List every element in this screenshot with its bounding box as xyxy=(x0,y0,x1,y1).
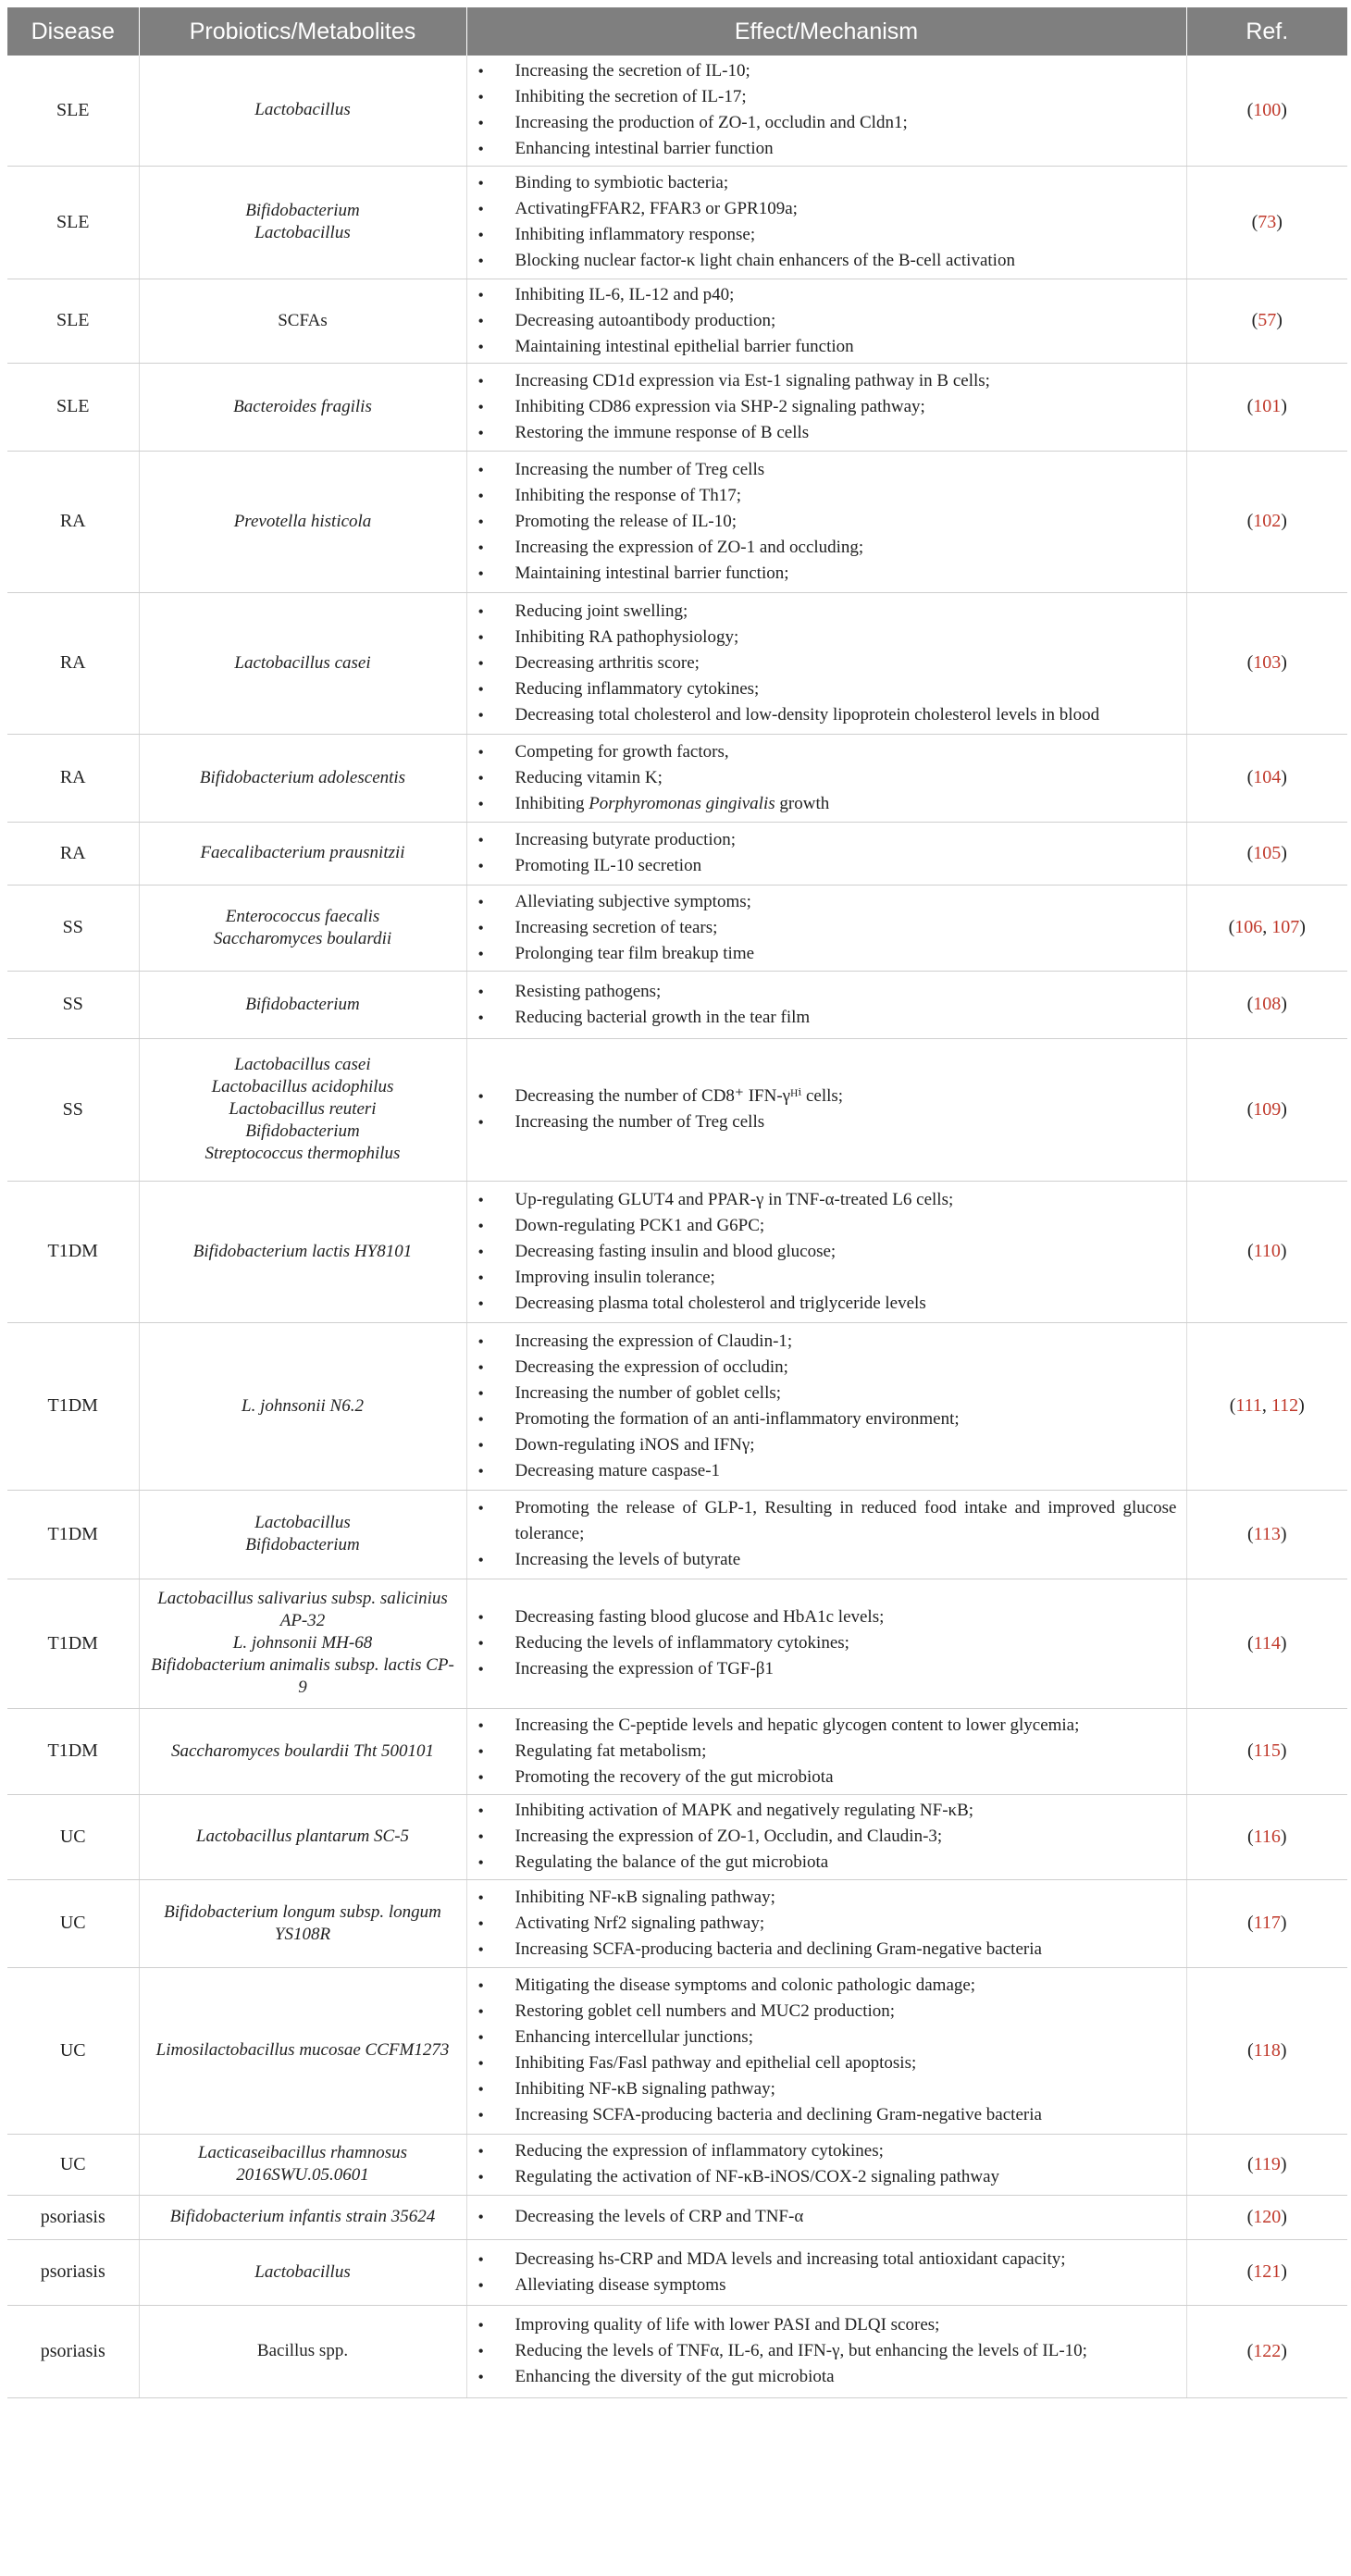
probiotic-name: Bifidobacterium animalis subsp. lactis CP-9 xyxy=(151,1655,454,1697)
ref-link[interactable]: 121 xyxy=(1253,2261,1282,2282)
effect-item: • Reducing inflammatory cytokines; xyxy=(473,676,1177,702)
effect-item: • Decreasing the number of CD8⁺ IFN-γᴴⁱ cells; xyxy=(473,1084,1177,1109)
disease-cell: UC xyxy=(7,2134,139,2195)
effect-item: • Reducing joint swelling; xyxy=(473,599,1177,625)
probiotics-table xyxy=(7,7,1347,2398)
header-disease: Disease xyxy=(7,7,139,56)
effect-item: • Improving insulin tolerance; xyxy=(473,1265,1177,1291)
probiotic-cell xyxy=(139,2195,466,2239)
ref-link[interactable]: 57 xyxy=(1258,310,1277,330)
ref-cell: (106, 107) xyxy=(1186,885,1347,971)
ref-cell: (111, 112) xyxy=(1186,1322,1347,1490)
effect-item: • Increasing butyrate production; xyxy=(473,827,1177,853)
probiotic-cell xyxy=(139,1879,466,1967)
effect-cell xyxy=(466,451,1186,592)
table-row xyxy=(7,1967,1347,2134)
effect-cell xyxy=(466,1879,1186,1967)
effect-item: • Inhibiting Porphyromonas gingivalis growth xyxy=(473,791,1177,817)
effect-item: • Increasing CD1d expression via Est-1 signaling pathway in B cells; xyxy=(473,368,1177,394)
table-row xyxy=(7,363,1347,451)
ref-cell: (100) xyxy=(1186,56,1347,166)
effect-cell xyxy=(466,1322,1186,1490)
effect-item: • Reducing bacterial growth in the tear film xyxy=(473,1005,1177,1031)
effect-item: • Decreasing fasting insulin and blood glucose; xyxy=(473,1239,1177,1265)
disease-cell: SLE xyxy=(7,166,139,279)
effect-item: • Decreasing arthritis score; xyxy=(473,650,1177,676)
table-row xyxy=(7,592,1347,734)
effect-item: • Regulating the balance of the gut microbiota xyxy=(473,1850,1177,1876)
effect-cell xyxy=(466,1708,1186,1794)
effect-item: • Increasing the expression of TGF-β1 xyxy=(473,1656,1177,1682)
table-row xyxy=(7,56,1347,166)
table-row xyxy=(7,734,1347,822)
ref-cell: (116) xyxy=(1186,1794,1347,1879)
ref-link[interactable]: 108 xyxy=(1253,994,1282,1014)
effect-item: • Decreasing fasting blood glucose and HbA1c levels; xyxy=(473,1604,1177,1630)
effect-list xyxy=(473,1604,1177,1682)
header-effect: Effect/Mechanism xyxy=(466,7,1186,56)
disease-cell: T1DM xyxy=(7,1490,139,1579)
probiotic-name: Faecalibacterium prausnitzii xyxy=(200,843,405,862)
disease-cell: SS xyxy=(7,885,139,971)
table-row xyxy=(7,1879,1347,1967)
header-probiotics: Probiotics/Metabolites xyxy=(139,7,466,56)
effect-item: • Decreasing the expression of occludin; xyxy=(473,1355,1177,1381)
ref-link[interactable]: 111 xyxy=(1235,1395,1262,1416)
probiotic-name: Lactobacillus plantarum SC-5 xyxy=(195,1827,410,1846)
disease-cell: RA xyxy=(7,451,139,592)
disease-cell: T1DM xyxy=(7,1579,139,1708)
probiotic-cell xyxy=(139,822,466,885)
probiotic-cell xyxy=(139,363,466,451)
probiotic-name: Lactobacillus acidophilus xyxy=(211,1077,394,1096)
ref-link[interactable]: 113 xyxy=(1253,1523,1281,1544)
table-body xyxy=(7,56,1347,2397)
effect-item: • Resisting pathogens; xyxy=(473,979,1177,1005)
probiotic-cell xyxy=(139,2305,466,2397)
ref-cell: (119) xyxy=(1186,2134,1347,2195)
probiotic-cell xyxy=(139,1038,466,1181)
probiotic-cell xyxy=(139,2134,466,2195)
effect-item: • Maintaining intestinal barrier function; xyxy=(473,561,1177,587)
effect-cell xyxy=(466,1967,1186,2134)
effect-item: • Increasing the C-peptide levels and hepatic glycogen content to lower glycemia; xyxy=(473,1713,1177,1739)
effect-item: • Maintaining intestinal epithelial barrier function xyxy=(473,334,1177,360)
probiotic-name: Bifidobacterium xyxy=(245,994,360,1014)
disease-cell: T1DM xyxy=(7,1708,139,1794)
effect-item: • Promoting the formation of an anti-inflammatory environment; xyxy=(473,1406,1177,1432)
ref-cell: (57) xyxy=(1186,279,1347,363)
effect-item: • Promoting the release of IL-10; xyxy=(473,509,1177,535)
table-row xyxy=(7,1708,1347,1794)
probiotic-name: Lacticaseibacillus rhamnosus 2016SWU.05.0601 xyxy=(197,2143,408,2185)
probiotic-cell xyxy=(139,1181,466,1322)
effect-item: • Promoting the release of GLP-1, Resulting in reduced food intake and improved glucose tolerance; xyxy=(473,1495,1177,1547)
effect-list xyxy=(473,827,1177,879)
effect-item: • Increasing SCFA-producing bacteria and declining Gram-negative bacteria xyxy=(473,2102,1177,2128)
probiotic-name: Bifidobacterium xyxy=(245,1121,360,1141)
effect-item: • Reducing the expression of inflammatory cytokines; xyxy=(473,2138,1177,2164)
probiotic-name: Lactobacillus xyxy=(254,2261,351,2282)
effect-item: • Competing for growth factors, xyxy=(473,739,1177,765)
effect-cell xyxy=(466,885,1186,971)
effect-item: • Down-regulating iNOS and IFNγ; xyxy=(473,1432,1177,1458)
header-ref: Ref. xyxy=(1186,7,1347,56)
ref-link[interactable]: 120 xyxy=(1253,2206,1282,2227)
effect-cell xyxy=(466,2305,1186,2397)
table-row xyxy=(7,1322,1347,1490)
effect-item: • Alleviating disease symptoms xyxy=(473,2273,1177,2298)
effect-item: • Increasing the number of Treg cells xyxy=(473,457,1177,483)
effect-item: • Promoting IL-10 secretion xyxy=(473,853,1177,879)
table-row xyxy=(7,822,1347,885)
effect-item: • Alleviating subjective symptoms; xyxy=(473,889,1177,915)
effect-item: • Inhibiting NF-κB signaling pathway; xyxy=(473,2076,1177,2102)
table-row xyxy=(7,1181,1347,1322)
effect-item: • Inhibiting NF-κB signaling pathway; xyxy=(473,1885,1177,1911)
probiotic-name: SCFAs xyxy=(278,310,328,330)
ref-link[interactable]: 119 xyxy=(1253,2153,1281,2174)
disease-cell: UC xyxy=(7,1879,139,1967)
effect-item: • Inhibiting the response of Th17; xyxy=(473,483,1177,509)
probiotic-name: Streptococcus thermophilus xyxy=(205,1144,401,1163)
effect-item: • Increasing the expression of Claudin-1; xyxy=(473,1329,1177,1355)
effect-list xyxy=(473,599,1177,728)
ref-link[interactable]: 115 xyxy=(1253,1740,1281,1761)
ref-cell: (122) xyxy=(1186,2305,1347,2397)
effect-item: • Up-regulating GLUT4 and PPAR-γ in TNF-α-treated L6 cells; xyxy=(473,1187,1177,1213)
effect-list xyxy=(473,2204,1177,2230)
table-row xyxy=(7,1794,1347,1879)
effect-list xyxy=(473,889,1177,967)
effect-cell xyxy=(466,279,1186,363)
probiotic-cell xyxy=(139,1967,466,2134)
effect-list xyxy=(473,368,1177,446)
ref-link[interactable]: 107 xyxy=(1271,917,1300,937)
effect-item: • Inhibiting Fas/Fasl pathway and epithelial cell apoptosis; xyxy=(473,2050,1177,2076)
effect-cell xyxy=(466,592,1186,734)
probiotic-name: L. johnsonii MH-68 xyxy=(232,1633,373,1653)
probiotic-name: Bacteroides fragilis xyxy=(233,396,372,416)
effect-item: • Reducing vitamin K; xyxy=(473,765,1177,791)
effect-item: • Binding to symbiotic bacteria; xyxy=(473,170,1177,196)
effect-list xyxy=(473,1973,1177,2128)
ref-cell: (73) xyxy=(1186,166,1347,279)
effect-item: • Enhancing intercellular junctions; xyxy=(473,2025,1177,2050)
disease-cell: SS xyxy=(7,971,139,1038)
probiotic-name: Bifidobacterium longum subsp. longum YS108R xyxy=(164,1901,441,1944)
effect-item: • Down-regulating PCK1 and G6PC; xyxy=(473,1213,1177,1239)
table-row xyxy=(7,2134,1347,2195)
effect-item: • Increasing the production of ZO-1, occludin and Cldn1; xyxy=(473,110,1177,136)
ref-link[interactable]: 116 xyxy=(1253,1826,1281,1847)
probiotic-cell xyxy=(139,2239,466,2305)
ref-link[interactable]: 104 xyxy=(1253,767,1282,787)
effect-item: • Decreasing the levels of CRP and TNF-α xyxy=(473,2204,1177,2230)
ref-link[interactable]: 122 xyxy=(1253,2340,1282,2361)
disease-cell: RA xyxy=(7,822,139,885)
ref-cell: (101) xyxy=(1186,363,1347,451)
probiotic-name: Saccharomyces boulardii Tht 500101 xyxy=(170,1740,435,1761)
effect-item: • Inhibiting IL-6, IL-12 and p40; xyxy=(473,282,1177,308)
probiotic-cell xyxy=(139,451,466,592)
effect-item: • Blocking nuclear factor-κ light chain enhancers of the B-cell activation xyxy=(473,248,1177,274)
disease-cell: RA xyxy=(7,734,139,822)
effect-list xyxy=(473,739,1177,817)
ref-link[interactable]: 110 xyxy=(1253,1241,1281,1261)
effect-item: • Reducing the levels of TNFα, IL-6, and IFN-γ, but enhancing the levels of IL-10; xyxy=(473,2338,1177,2364)
effect-item: • Increasing the number of Treg cells xyxy=(473,1109,1177,1135)
effect-item: • Regulating the activation of NF-κB-iNOS/COX-2 signaling pathway xyxy=(473,2164,1177,2190)
table-row xyxy=(7,2305,1347,2397)
probiotic-name: Bifidobacterium infantis strain 35624 xyxy=(169,2207,436,2226)
effect-cell xyxy=(466,2134,1186,2195)
effect-item: • Decreasing mature caspase-1 xyxy=(473,1458,1177,1484)
effect-list xyxy=(473,1713,1177,1790)
probiotic-name: L. johnsonii N6.2 xyxy=(242,1395,364,1416)
effect-cell xyxy=(466,56,1186,166)
probiotic-name: Bacillus spp. xyxy=(256,2341,349,2360)
ref-cell: (110) xyxy=(1186,1181,1347,1322)
disease-cell: SLE xyxy=(7,279,139,363)
ref-link[interactable]: 112 xyxy=(1270,1395,1299,1416)
probiotic-name: Prevotella histicola xyxy=(233,511,372,531)
probiotic-cell xyxy=(139,1490,466,1579)
effect-list xyxy=(473,1329,1177,1484)
effect-item: • Increasing the expression of ZO-1, Occludin, and Claudin-3; xyxy=(473,1824,1177,1850)
table-header xyxy=(7,7,1347,56)
probiotic-name: Lactobacillus casei xyxy=(234,1055,371,1074)
probiotic-name: Bifidobacterium adolescentis xyxy=(199,767,406,787)
ref-link[interactable]: 105 xyxy=(1253,842,1282,863)
table-row xyxy=(7,166,1347,279)
effect-item: • Improving quality of life with lower PASI and DLQI scores; xyxy=(473,2312,1177,2338)
effect-list xyxy=(473,2312,1177,2390)
effect-item: • Increasing SCFA-producing bacteria and declining Gram-negative bacteria xyxy=(473,1937,1177,1963)
effect-item: • Regulating fat metabolism; xyxy=(473,1739,1177,1765)
effect-list xyxy=(473,170,1177,274)
effect-cell xyxy=(466,1794,1186,1879)
effect-list xyxy=(473,2247,1177,2298)
ref-cell: (117) xyxy=(1186,1879,1347,1967)
effect-list xyxy=(473,979,1177,1031)
effect-list xyxy=(473,1495,1177,1573)
ref-cell: (109) xyxy=(1186,1038,1347,1181)
ref-link[interactable]: 109 xyxy=(1253,1098,1282,1120)
ref-link[interactable]: 106 xyxy=(1234,917,1263,937)
effect-item: • Decreasing autoantibody production; xyxy=(473,308,1177,334)
table-row xyxy=(7,279,1347,363)
probiotic-cell xyxy=(139,56,466,166)
disease-cell: SLE xyxy=(7,56,139,166)
probiotic-name: Limosilactobacillus mucosae CCFM1273 xyxy=(155,2040,450,2060)
effect-item: • Increasing the number of goblet cells; xyxy=(473,1381,1177,1406)
effect-item: • Restoring goblet cell numbers and MUC2 production; xyxy=(473,1999,1177,2025)
table-row xyxy=(7,2239,1347,2305)
table-row xyxy=(7,1579,1347,1708)
effect-item: • Restoring the immune response of B cells xyxy=(473,420,1177,446)
probiotic-cell xyxy=(139,279,466,363)
effect-cell xyxy=(466,734,1186,822)
effect-item: • Prolonging tear film breakup time xyxy=(473,941,1177,967)
effect-item: • Increasing the levels of butyrate xyxy=(473,1547,1177,1573)
probiotic-name: Lactobacillus xyxy=(254,223,351,242)
probiotic-cell xyxy=(139,166,466,279)
effect-item: • Enhancing the diversity of the gut microbiota xyxy=(473,2364,1177,2390)
effect-list xyxy=(473,58,1177,162)
probiotic-cell xyxy=(139,734,466,822)
effect-item: • Reducing the levels of inflammatory cytokines; xyxy=(473,1630,1177,1656)
ref-cell: (114) xyxy=(1186,1579,1347,1708)
effect-list xyxy=(473,282,1177,360)
effect-cell xyxy=(466,822,1186,885)
effect-item: • Increasing the expression of ZO-1 and occluding; xyxy=(473,535,1177,561)
disease-cell: psoriasis xyxy=(7,2305,139,2397)
effect-item: • Inhibiting the secretion of IL-17; xyxy=(473,84,1177,110)
ref-cell: (115) xyxy=(1186,1708,1347,1794)
table-row xyxy=(7,971,1347,1038)
probiotic-cell xyxy=(139,1322,466,1490)
probiotic-name: Bifidobacterium xyxy=(245,201,360,220)
disease-cell: SLE xyxy=(7,363,139,451)
probiotic-name: Saccharomyces boulardii xyxy=(213,928,392,948)
effect-item: • Decreasing plasma total cholesterol and triglyceride levels xyxy=(473,1291,1177,1317)
ref-link[interactable]: 103 xyxy=(1253,652,1282,673)
disease-cell: T1DM xyxy=(7,1181,139,1322)
probiotic-name: Bifidobacterium xyxy=(245,1535,360,1554)
ref-cell: (102) xyxy=(1186,451,1347,592)
ref-link[interactable]: 117 xyxy=(1253,1913,1281,1933)
ref-cell: (104) xyxy=(1186,734,1347,822)
effect-item: • Mitigating the disease symptoms and colonic pathologic damage; xyxy=(473,1973,1177,1999)
disease-cell: T1DM xyxy=(7,1322,139,1490)
effect-item: • Decreasing hs-CRP and MDA levels and increasing total antioxidant capacity; xyxy=(473,2247,1177,2273)
probiotic-name: Lactobacillus xyxy=(254,100,351,120)
probiotic-cell xyxy=(139,971,466,1038)
ref-cell: (121) xyxy=(1186,2239,1347,2305)
ref-link[interactable]: 102 xyxy=(1253,511,1282,531)
effect-cell xyxy=(466,1181,1186,1322)
probiotic-name: Bifidobacterium lactis HY8101 xyxy=(192,1241,413,1261)
effect-cell xyxy=(466,1579,1186,1708)
ref-cell: (108) xyxy=(1186,971,1347,1038)
effect-cell xyxy=(466,1038,1186,1181)
effect-cell xyxy=(466,1490,1186,1579)
ref-link[interactable]: 101 xyxy=(1253,396,1282,416)
disease-cell: SS xyxy=(7,1038,139,1181)
ref-link[interactable]: 114 xyxy=(1253,1632,1281,1653)
probiotic-name: Lactobacillus casei xyxy=(234,652,371,673)
disease-cell: RA xyxy=(7,592,139,734)
probiotic-cell xyxy=(139,592,466,734)
effect-item: • Increasing secretion of tears; xyxy=(473,915,1177,941)
effect-item: • ActivatingFFAR2, FFAR3 or GPR109a; xyxy=(473,196,1177,222)
ref-cell: (113) xyxy=(1186,1490,1347,1579)
probiotic-cell xyxy=(139,1708,466,1794)
ref-link[interactable]: 118 xyxy=(1253,2039,1281,2061)
effect-item: • Increasing the secretion of IL-10; xyxy=(473,58,1177,84)
probiotic-name: Lactobacillus xyxy=(254,1513,351,1532)
ref-link[interactable]: 100 xyxy=(1253,99,1282,120)
effect-cell xyxy=(466,363,1186,451)
header-row xyxy=(7,7,1347,56)
effect-item: • Decreasing total cholesterol and low-density lipoprotein cholesterol levels in blood xyxy=(473,702,1177,728)
effect-cell xyxy=(466,166,1186,279)
effect-item: • Inhibiting CD86 expression via SHP-2 signaling pathway; xyxy=(473,394,1177,420)
ref-cell: (103) xyxy=(1186,592,1347,734)
ref-cell: (105) xyxy=(1186,822,1347,885)
table-row xyxy=(7,1038,1347,1181)
effect-list xyxy=(473,1187,1177,1317)
effect-item: • Activating Nrf2 signaling pathway; xyxy=(473,1911,1177,1937)
effect-list xyxy=(473,1084,1177,1135)
effect-item: • Inhibiting activation of MAPK and negatively regulating NF-κB; xyxy=(473,1798,1177,1824)
effect-list xyxy=(473,1798,1177,1876)
effect-list xyxy=(473,1885,1177,1963)
effect-item: • Inhibiting RA pathophysiology; xyxy=(473,625,1177,650)
disease-cell: UC xyxy=(7,1794,139,1879)
effect-item: • Inhibiting inflammatory response; xyxy=(473,222,1177,248)
probiotic-name: Enterococcus faecalis xyxy=(225,906,380,926)
probiotic-cell xyxy=(139,1794,466,1879)
ref-cell: (120) xyxy=(1186,2195,1347,2239)
effect-cell xyxy=(466,2195,1186,2239)
table-row xyxy=(7,451,1347,592)
probiotic-name: Lactobacillus salivarius subsp. salicinius AP-32 xyxy=(157,1589,448,1630)
ref-link[interactable]: 73 xyxy=(1258,211,1277,232)
disease-cell: UC xyxy=(7,1967,139,2134)
table-row xyxy=(7,2195,1347,2239)
effect-list xyxy=(473,457,1177,587)
effect-list xyxy=(473,2138,1177,2190)
probiotic-cell xyxy=(139,1579,466,1708)
probiotic-name: Lactobacillus reuteri xyxy=(229,1099,377,1119)
effect-item: • Promoting the recovery of the gut microbiota xyxy=(473,1765,1177,1790)
effect-item: • Enhancing intestinal barrier function xyxy=(473,136,1177,162)
ref-cell: (118) xyxy=(1186,1967,1347,2134)
table-row xyxy=(7,1490,1347,1579)
disease-cell: psoriasis xyxy=(7,2195,139,2239)
disease-cell: psoriasis xyxy=(7,2239,139,2305)
effect-cell xyxy=(466,2239,1186,2305)
probiotic-cell xyxy=(139,885,466,971)
table-row xyxy=(7,885,1347,971)
effect-cell xyxy=(466,971,1186,1038)
